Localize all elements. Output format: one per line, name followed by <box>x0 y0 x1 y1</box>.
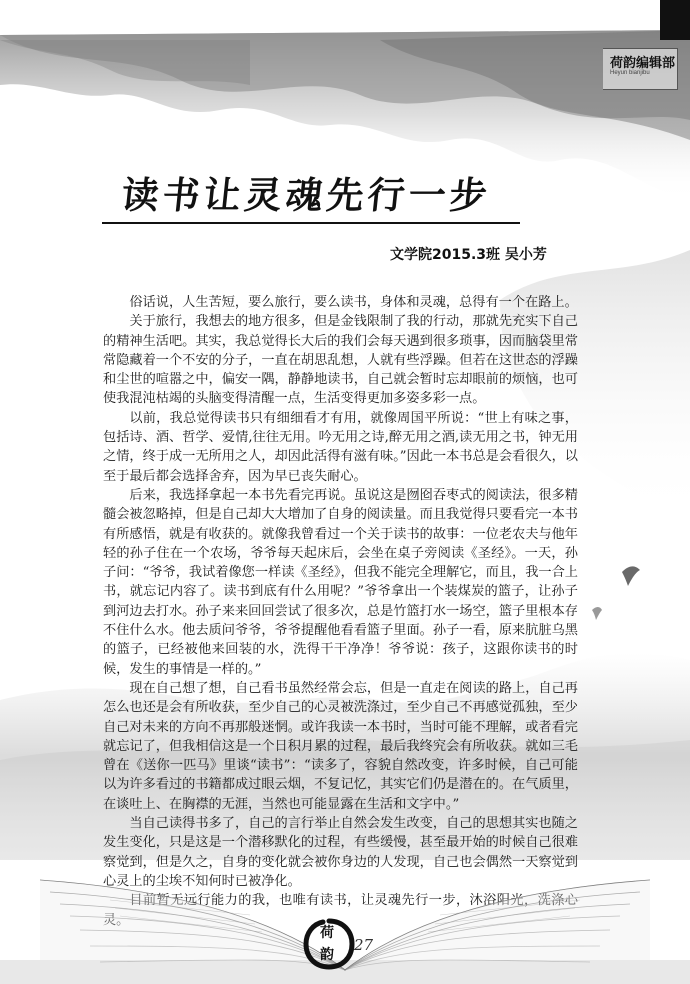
header-corner-block <box>660 0 690 40</box>
seal-char-he: 荷 <box>320 925 334 941</box>
paragraph: 当自己读得书多了，自己的言行举止自然会发生改变，自己的思想其实也随之发生变化，只是这是一个潜移默化的过程，有些缓慢，甚至最开始的时候自己很难察觉到，但是久之，自身的变化就会被你身边的人发现，自己也会偶然一天察觉到心灵上的尘埃不知何时已被净化。 <box>103 816 578 889</box>
section-label: 荷韵编辑部 <box>610 56 676 71</box>
seal-char-yun: 韵 <box>320 947 334 963</box>
paragraph: 现在自己想了想，自己看书虽然经常会忘，但是一直走在阅读的路上，自己再怎么也还是会有所收获，至少自己的心灵被洗涤过，至少自己不再感觉孤独，至少自己对未来的方向不再那般迷惘。或许我读一本书时，当时可能不理解，或者看完就忘记了，但我相信这是一个日积月累的过程，最后我终究会有所收获。就如三毛曾在《送你一匹马》里谈“读书”：“读多了，容貌自然改变，许多时候，自己可能以为许多看过的书籍都成过眼云烟，不复记忆，其实它们仍是潜在的。在气质里，在谈吐上、在胸襟的无涯，当然也可能显露在生活和文字中。” <box>103 680 578 812</box>
paragraph: 后来，我选择拿起一本书先看完再说。虽说这是囫囵吞枣式的阅读法，很多精髓会被忽略掉，但是自己却大大增加了自身的阅读量。而且我觉得只要看完一本书有所感悟，就是有收获的。就像我曾看过一个关于读书的故事：一位老农夫与他年轻的孙子住在一个农场，爷爷每天起床后，会坐在桌子旁阅读《圣经》。一天，孙子问：“爷爷，我试着像您一样读《圣经》，但我不能完全理解它，而且，我一合上书，就忘记内容了。读书到底有什么用呢？”爷爷拿出一个装煤炭的篮子，让孙子到河边去打水。孙子来来回回尝试了很多次，总是竹篮打水一场空，篮子里根本存不住什么水。他去质问爷爷，爷爷提醒他看看篮子里面。孙子一看，原来肮脏乌黑的篮子，已经被他来回装的水，洗得干干净净！爷爷说：孩子，这跟你读书的时候，发生的事情是一样的。” <box>103 487 578 677</box>
article-title: 读书让灵魂先行一步 <box>119 174 493 217</box>
paragraph: 目前暂无远行能力的我，也唯有读书，让灵魂先行一步，沐浴阳光，洗涤心灵。 <box>103 893 578 928</box>
paragraph: 关于旅行，我想去的地方很多，但是金钱限制了我的行动，那就先充实下自己的精神生活吧。其实，我总觉得长大后的我们会每天遇到很多琐事，因而脑袋里常常隐藏着一个不安的分子，一直在胡思乱想，人就有些浮躁。但若在这世态的浮躁和尘世的喧嚣之中，偏安一隅，静静地读书，自己就会暂时忘却眼前的烦恼，也可使我混沌枯竭的头脑变得清醒一点，生活变得更加多姿多彩一点。 <box>103 314 578 407</box>
title-underline <box>102 222 520 224</box>
article-byline: 文学院2015.3班 吴小芳 <box>390 247 547 263</box>
paragraph: 以前，我总觉得读书只有细细看才有用，就像周国平所说：“世上有味之事，包括诗、酒、哲学、爱情,往往无用。吟无用之诗,醉无用之酒,读无用之书，钟无用之情，终于成一无所用之人，却因此活得有滋有味。”因此一本书总是会看很久，以至于最后都会选择舍弃，因为早已丧失耐心。 <box>103 410 578 484</box>
section-label-pinyin: Heyun bianjibu <box>610 70 650 76</box>
paragraph: 俗话说，人生苦短，要么旅行，要么读书，身体和灵魂，总得有一个在路上。 <box>129 295 578 310</box>
page-number: 27 <box>354 936 374 954</box>
